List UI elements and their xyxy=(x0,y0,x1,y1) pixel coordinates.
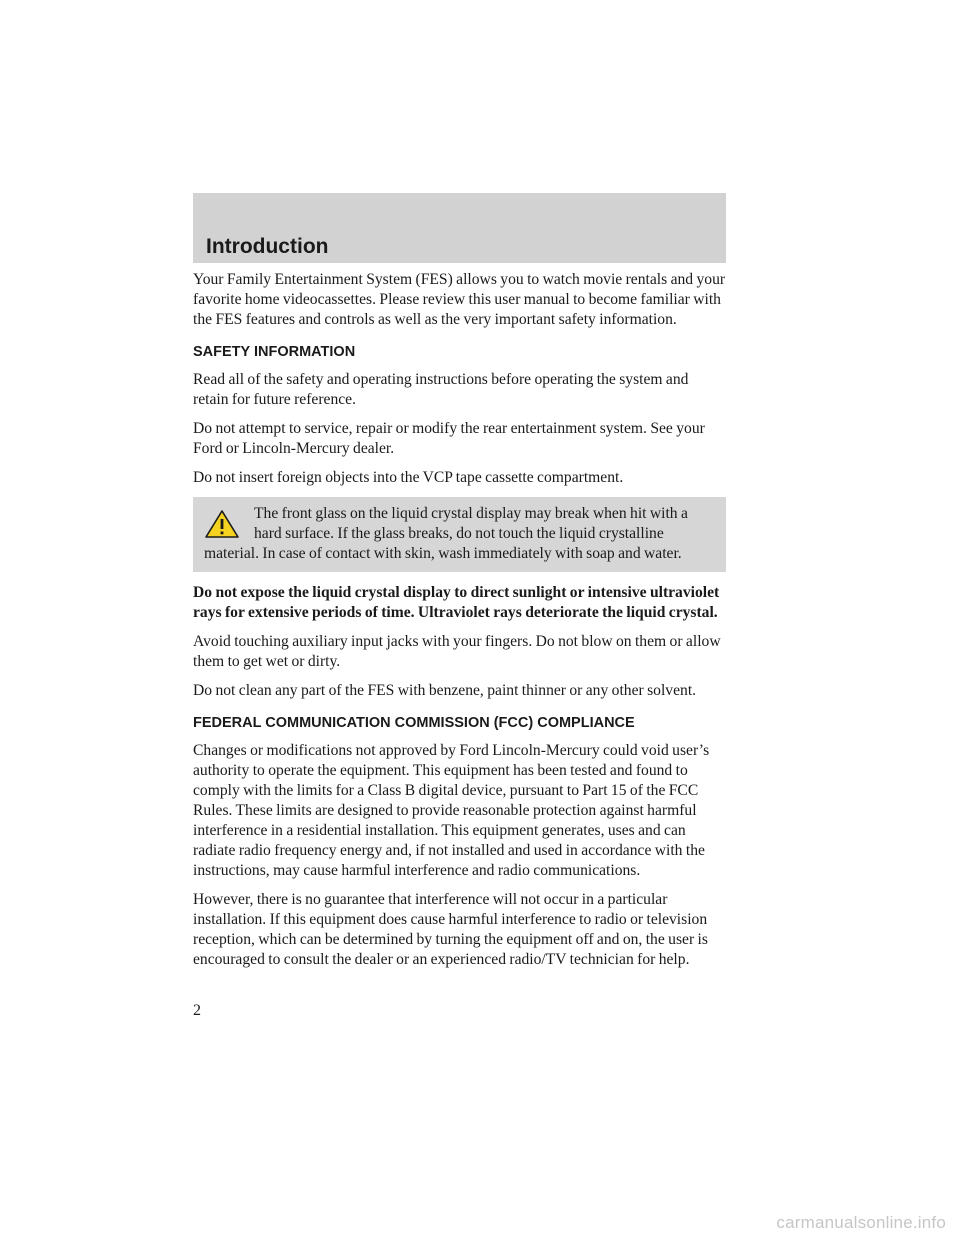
warning-text: The front glass on the liquid crystal display may break when hit with a hard surface. If the glass breaks, do not touch the liquid crystalline material. In case of contact with skin, wash immediately with soap and water. xyxy=(204,505,688,562)
safety-heading: SAFETY INFORMATION xyxy=(193,344,356,360)
fcc-heading: FEDERAL COMMUNICATION COMMISSION (FCC) COMPLIANCE xyxy=(193,715,635,731)
safety-paragraph: Do not clean any part of the FES with benzene, paint thinner or any other solvent. xyxy=(193,682,697,699)
safety-paragraph: Do not attempt to service, repair or modify the rear entertainment system. See your Ford or Lincoln-Mercury dealer. xyxy=(193,420,705,457)
warning-triangle-icon xyxy=(204,509,240,539)
fcc-paragraph: Changes or modifications not approved by Ford Lincoln-Mercury could void user’s authority to operate the equipment. This equipment has been tested and found to comply with the limits for a Class B digital device, pursuant to Part 15 of the FCC Rules. These limits are designed to provide reasonable protection against harmful interference in a residential installation. This equipment generates, uses and can radiate radio frequency energy and, if not installed and used in accordance with the instructions, may cause harmful interference and radio communications. xyxy=(193,742,710,879)
intro-paragraph: Your Family Entertainment System (FES) allows you to watch movie rentals and your favorite home videocassettes. Please review this user manual to become familiar with the FES features and controls as well as the very important safety information. xyxy=(193,271,726,328)
fcc-paragraph: However, there is no guarantee that interference will not occur in a particular installation. If this equipment does cause harmful interference to radio or television reception, which can be determined by turning the equipment off and on, the user is encouraged to consult the dealer or an experienced radio/TV technician for help. xyxy=(193,891,708,968)
section-header-band xyxy=(193,193,726,263)
page-number: 2 xyxy=(193,1002,201,1019)
uv-notice: Do not expose the liquid crystal display to direct sunlight or intensive ultraviolet rays for extensive periods of time. Ultraviolet rays deteriorate the liquid crystal. xyxy=(193,584,720,621)
site-watermark: carmanualsonline.info xyxy=(776,1213,946,1232)
section-title: Introduction xyxy=(206,235,329,258)
safety-paragraph: Avoid touching auxiliary input jacks with your fingers. Do not blow on them or allow them to get wet or dirty. xyxy=(193,633,721,670)
page-content xyxy=(193,270,726,979)
safety-paragraph: Read all of the safety and operating instructions before operating the system and retain for future reference. xyxy=(193,371,689,408)
safety-paragraph: Do not insert foreign objects into the VCP tape cassette compartment. xyxy=(193,469,624,486)
warning-box xyxy=(193,497,726,572)
